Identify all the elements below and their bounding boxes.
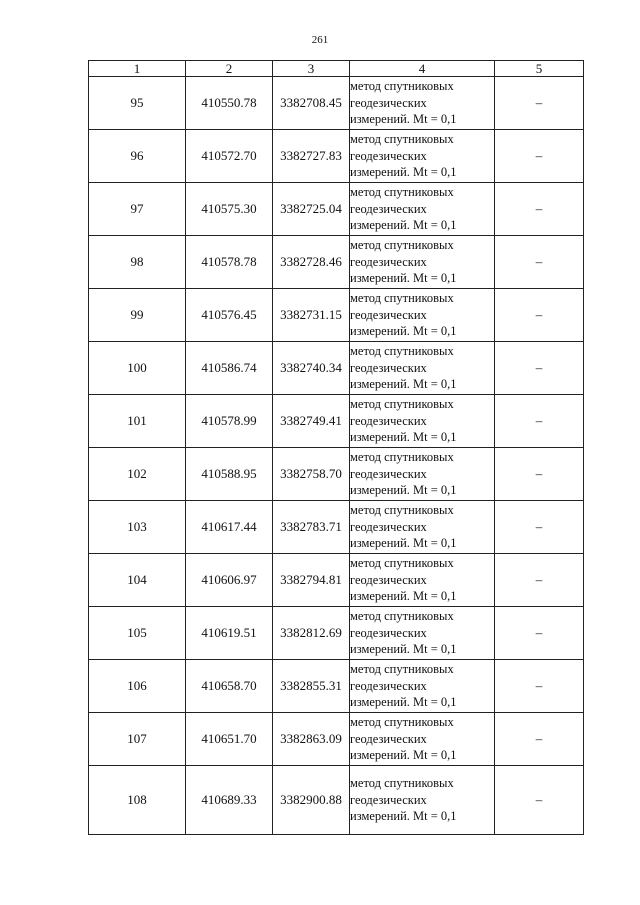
method-line-2: геодезических <box>350 625 427 640</box>
method-cell <box>350 660 495 713</box>
method-line-1: метод спутниковых <box>350 132 454 147</box>
table-row <box>89 660 584 713</box>
method-line-3: измерений. Mt = 0,1 <box>350 642 457 657</box>
header-col-5: 5 <box>495 61 584 77</box>
method-line-3: измерений. Mt = 0,1 <box>350 809 457 824</box>
coord-x: 410576.45 <box>186 289 273 342</box>
description-cell: – <box>495 289 584 342</box>
description-cell: – <box>495 448 584 501</box>
method-cell <box>350 395 495 448</box>
header-col-4: 4 <box>350 61 495 77</box>
description-cell: – <box>495 77 584 130</box>
table-row <box>89 236 584 289</box>
method-cell <box>350 236 495 289</box>
point-number: 104 <box>89 554 186 607</box>
method-cell <box>350 342 495 395</box>
table-row <box>89 77 584 130</box>
coord-x: 410572.70 <box>186 130 273 183</box>
method-line-1: метод спутниковых <box>350 556 454 571</box>
table-row <box>89 713 584 766</box>
coord-y: 3382794.81 <box>273 554 350 607</box>
method-line-1: метод спутниковых <box>350 776 454 791</box>
point-number: 97 <box>89 183 186 236</box>
point-number: 98 <box>89 236 186 289</box>
table-row <box>89 342 584 395</box>
table-row <box>89 766 584 835</box>
method-cell <box>350 183 495 236</box>
method-line-3: измерений. Mt = 0,1 <box>350 165 457 180</box>
method-cell <box>350 130 495 183</box>
method-line-3: измерений. Mt = 0,1 <box>350 218 457 233</box>
coord-x: 410619.51 <box>186 607 273 660</box>
method-line-2: геодезических <box>350 95 427 110</box>
method-line-1: метод спутниковых <box>350 503 454 518</box>
coord-y: 3382727.83 <box>273 130 350 183</box>
header-col-1: 1 <box>89 61 186 77</box>
method-line-1: метод спутниковых <box>350 662 454 677</box>
description-cell: – <box>495 395 584 448</box>
point-number: 101 <box>89 395 186 448</box>
header-col-2: 2 <box>186 61 273 77</box>
method-line-1: метод спутниковых <box>350 397 454 412</box>
coord-x: 410689.33 <box>186 766 273 835</box>
method-line-1: метод спутниковых <box>350 344 454 359</box>
coord-y: 3382758.70 <box>273 448 350 501</box>
coord-x: 410651.70 <box>186 713 273 766</box>
description-cell: – <box>495 501 584 554</box>
table-row <box>89 130 584 183</box>
method-cell <box>350 713 495 766</box>
coord-x: 410578.99 <box>186 395 273 448</box>
point-number: 96 <box>89 130 186 183</box>
description-cell: – <box>495 236 584 289</box>
method-line-2: геодезических <box>350 413 427 428</box>
method-line-3: измерений. Mt = 0,1 <box>350 695 457 710</box>
method-cell <box>350 554 495 607</box>
description-cell: – <box>495 660 584 713</box>
method-line-2: геодезических <box>350 572 427 587</box>
method-line-2: геодезических <box>350 792 427 807</box>
page-number: 261 <box>311 34 329 46</box>
coord-y: 3382783.71 <box>273 501 350 554</box>
description-cell: – <box>495 713 584 766</box>
coord-y: 3382731.15 <box>273 289 350 342</box>
method-line-3: измерений. Mt = 0,1 <box>350 748 457 763</box>
method-line-2: геодезических <box>350 307 427 322</box>
method-line-3: измерений. Mt = 0,1 <box>350 112 457 127</box>
method-line-1: метод спутниковых <box>350 609 454 624</box>
coord-y: 3382900.88 <box>273 766 350 835</box>
method-line-1: метод спутниковых <box>350 79 454 94</box>
header-row <box>89 61 584 77</box>
table-row <box>89 554 584 607</box>
coord-y: 3382855.31 <box>273 660 350 713</box>
method-line-3: измерений. Mt = 0,1 <box>350 483 457 498</box>
method-line-2: геодезических <box>350 466 427 481</box>
point-number: 100 <box>89 342 186 395</box>
method-cell <box>350 607 495 660</box>
description-cell: – <box>495 607 584 660</box>
coord-x: 410588.95 <box>186 448 273 501</box>
method-line-3: измерений. Mt = 0,1 <box>350 324 457 339</box>
method-line-1: метод спутниковых <box>350 450 454 465</box>
table-row <box>89 607 584 660</box>
table-row <box>89 289 584 342</box>
description-cell: – <box>495 130 584 183</box>
method-line-2: геодезических <box>350 519 427 534</box>
method-line-1: метод спутниковых <box>350 291 454 306</box>
method-line-3: измерений. Mt = 0,1 <box>350 271 457 286</box>
method-line-3: измерений. Mt = 0,1 <box>350 536 457 551</box>
method-line-2: геодезических <box>350 731 427 746</box>
coordinates-table <box>88 60 584 835</box>
method-cell <box>350 501 495 554</box>
coord-x: 410617.44 <box>186 501 273 554</box>
coord-y: 3382728.46 <box>273 236 350 289</box>
method-line-2: геодезических <box>350 254 427 269</box>
coord-y: 3382812.69 <box>273 607 350 660</box>
description-cell: – <box>495 342 584 395</box>
point-number: 99 <box>89 289 186 342</box>
coord-x: 410575.30 <box>186 183 273 236</box>
point-number: 102 <box>89 448 186 501</box>
description-cell: – <box>495 554 584 607</box>
coord-y: 3382708.45 <box>273 77 350 130</box>
method-line-2: геодезических <box>350 201 427 216</box>
method-line-1: метод спутниковых <box>350 185 454 200</box>
method-line-2: геодезических <box>350 678 427 693</box>
table-row <box>89 448 584 501</box>
coord-x: 410586.74 <box>186 342 273 395</box>
method-cell <box>350 289 495 342</box>
table-row <box>89 501 584 554</box>
table-body <box>89 77 584 835</box>
coord-y: 3382863.09 <box>273 713 350 766</box>
table-row <box>89 395 584 448</box>
coord-y: 3382749.41 <box>273 395 350 448</box>
method-cell <box>350 448 495 501</box>
coord-x: 410606.97 <box>186 554 273 607</box>
method-line-1: метод спутниковых <box>350 238 454 253</box>
point-number: 95 <box>89 77 186 130</box>
method-line-3: измерений. Mt = 0,1 <box>350 430 457 445</box>
point-number: 107 <box>89 713 186 766</box>
method-line-2: геодезических <box>350 360 427 375</box>
coord-y: 3382740.34 <box>273 342 350 395</box>
method-line-3: измерений. Mt = 0,1 <box>350 377 457 392</box>
method-line-1: метод спутниковых <box>350 715 454 730</box>
coord-x: 410658.70 <box>186 660 273 713</box>
point-number: 103 <box>89 501 186 554</box>
method-line-2: геодезических <box>350 148 427 163</box>
point-number: 105 <box>89 607 186 660</box>
description-cell: – <box>495 183 584 236</box>
method-line-3: измерений. Mt = 0,1 <box>350 589 457 604</box>
coord-y: 3382725.04 <box>273 183 350 236</box>
point-number: 106 <box>89 660 186 713</box>
coord-x: 410550.78 <box>186 77 273 130</box>
table-row <box>89 183 584 236</box>
description-cell: – <box>495 766 584 835</box>
coord-x: 410578.78 <box>186 236 273 289</box>
point-number: 108 <box>89 766 186 835</box>
method-cell <box>350 77 495 130</box>
method-cell <box>350 766 495 835</box>
header-col-3: 3 <box>273 61 350 77</box>
